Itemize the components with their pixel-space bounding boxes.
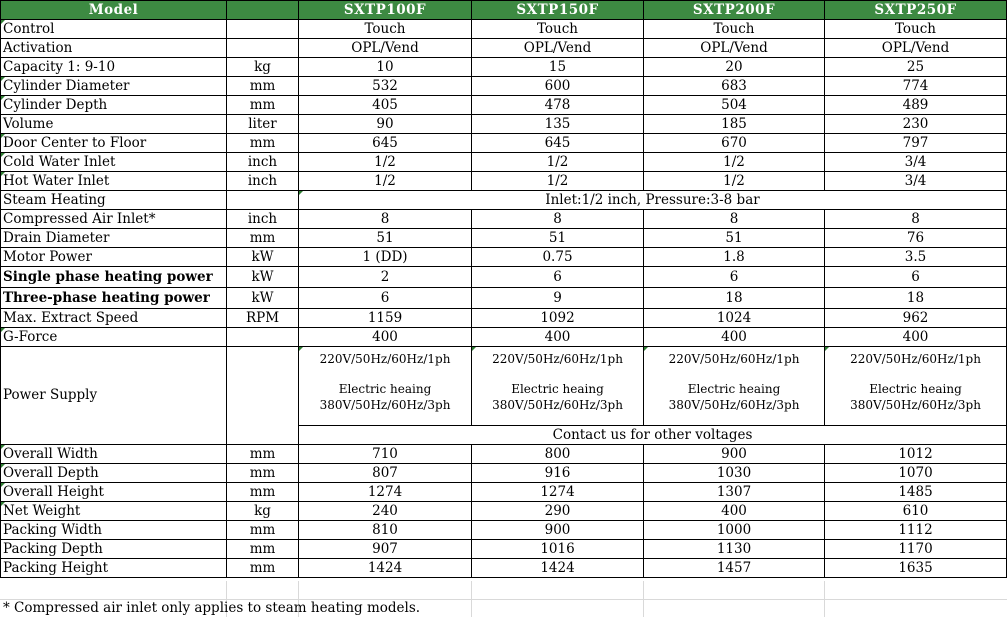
power-supply-cell — [472, 347, 644, 426]
power-supply-line: 220V/50Hz/60Hz/1ph — [668, 352, 800, 366]
row-value: 90 — [299, 115, 472, 134]
row-unit: mm — [227, 229, 299, 248]
row-value: 1092 — [472, 309, 644, 328]
row-packing-width — [1, 521, 1007, 540]
row-value: 1424 — [472, 559, 644, 578]
row-value: 6 — [644, 267, 825, 288]
row-value: 51 — [644, 229, 825, 248]
row-power-supply — [1, 347, 1007, 426]
row-value: 1274 — [472, 483, 644, 502]
row-value: 900 — [644, 445, 825, 464]
row-value: 1130 — [644, 540, 825, 559]
row-value: OPL/Vend — [825, 39, 1007, 58]
row-label: Capacity 1: 9-10 — [1, 58, 227, 77]
row-value: 400 — [299, 328, 472, 347]
row-unit: inch — [227, 210, 299, 229]
row-unit — [227, 328, 299, 347]
row-value: 6 — [472, 267, 644, 288]
row-value: 2 — [299, 267, 472, 288]
power-supply-line: 220V/50Hz/60Hz/1ph — [850, 352, 981, 366]
power-supply-line: Electric heaing — [869, 382, 962, 396]
row-label: Control — [1, 20, 227, 39]
row-value: 645 — [472, 134, 644, 153]
row-value: 8 — [299, 210, 472, 229]
row-value: 51 — [472, 229, 644, 248]
row-label: Motor Power — [1, 248, 227, 267]
power-supply-line: 220V/50Hz/60Hz/1ph — [492, 352, 623, 366]
row-unit: kg — [227, 58, 299, 77]
row-value: 230 — [825, 115, 1007, 134]
row-value: 25 — [825, 58, 1007, 77]
row-unit: kW — [227, 248, 299, 267]
row-value: 135 — [472, 115, 644, 134]
row-value: 807 — [299, 464, 472, 483]
row-value: 1024 — [644, 309, 825, 328]
row-value: 6 — [825, 267, 1007, 288]
row-value: OPL/Vend — [299, 39, 472, 58]
row-unit: mm — [227, 540, 299, 559]
row-label: Packing Width — [1, 521, 227, 540]
row-value: 1170 — [825, 540, 1007, 559]
power-supply-line: 380V/50Hz/60Hz/3ph — [492, 398, 623, 412]
row-value: 1012 — [825, 445, 1007, 464]
row-label: Drain Diameter — [1, 229, 227, 248]
row-packing-depth — [1, 540, 1007, 559]
row-packing-height — [1, 559, 1007, 578]
row-unit: mm — [227, 559, 299, 578]
row-unit: inch — [227, 172, 299, 191]
row-label: Three-phase heating power — [1, 288, 227, 309]
row-value: 600 — [472, 77, 644, 96]
row-unit: mm — [227, 134, 299, 153]
row-value: 907 — [299, 540, 472, 559]
row-value: 504 — [644, 96, 825, 115]
row-value: 900 — [472, 521, 644, 540]
row-unit: mm — [227, 483, 299, 502]
row-unit — [227, 191, 299, 210]
row-value: 489 — [825, 96, 1007, 115]
row-value: 710 — [299, 445, 472, 464]
row-value: 774 — [825, 77, 1007, 96]
row-value: 1030 — [644, 464, 825, 483]
row-value: 1.8 — [644, 248, 825, 267]
row-value: 185 — [644, 115, 825, 134]
row-value: 290 — [472, 502, 644, 521]
row-value: 15 — [472, 58, 644, 77]
row-value: 810 — [299, 521, 472, 540]
row-unit — [227, 39, 299, 58]
row-overall-height — [1, 483, 1007, 502]
row-value: 400 — [644, 502, 825, 521]
row-value: 18 — [825, 288, 1007, 309]
row-value: 1/2 — [644, 153, 825, 172]
row-overall-depth — [1, 464, 1007, 483]
row-value: 3/4 — [825, 172, 1007, 191]
row-g-force — [1, 328, 1007, 347]
row-label: G-Force — [1, 328, 227, 347]
row-unit: kW — [227, 288, 299, 309]
header-unit — [227, 1, 299, 20]
row-value: Touch — [472, 20, 644, 39]
row-value: 532 — [299, 77, 472, 96]
row-max-extract-speed — [1, 309, 1007, 328]
row-compressed-air-inlet — [1, 210, 1007, 229]
row-label: Cylinder Depth — [1, 96, 227, 115]
row-value: 1000 — [644, 521, 825, 540]
row-value: 1159 — [299, 309, 472, 328]
row-value: 10 — [299, 58, 472, 77]
row-single-phase-heating — [1, 267, 1007, 288]
row-value: 1112 — [825, 521, 1007, 540]
row-label: Overall Height — [1, 483, 227, 502]
row-unit: mm — [227, 464, 299, 483]
row-capacity — [1, 58, 1007, 77]
row-label: Single phase heating power — [1, 267, 227, 288]
row-value: 797 — [825, 134, 1007, 153]
row-value: 8 — [644, 210, 825, 229]
row-value: 1274 — [299, 483, 472, 502]
row-motor-power — [1, 248, 1007, 267]
header-row — [1, 1, 1007, 20]
row-drain-diameter — [1, 229, 1007, 248]
power-supply-line: Electric heaing — [687, 382, 781, 396]
row-label: Door Center to Floor — [1, 134, 227, 153]
power-supply-line: Electric heaing — [511, 382, 604, 396]
row-value: 1070 — [825, 464, 1007, 483]
row-label: Cold Water Inlet — [1, 153, 227, 172]
row-value: 1/2 — [299, 153, 472, 172]
row-value: 1016 — [472, 540, 644, 559]
row-value: 1424 — [299, 559, 472, 578]
power-supply-line: 220V/50Hz/60Hz/1ph — [319, 352, 451, 366]
row-value: 962 — [825, 309, 1007, 328]
row-unit: RPM — [227, 309, 299, 328]
row-unit: inch — [227, 153, 299, 172]
row-value: OPL/Vend — [472, 39, 644, 58]
row-label: Hot Water Inlet — [1, 172, 227, 191]
row-unit: liter — [227, 115, 299, 134]
row-unit: kg — [227, 502, 299, 521]
header-model: SXTP250F — [825, 1, 1007, 20]
row-control — [1, 20, 1007, 39]
sheet-gridline — [471, 581, 472, 617]
row-label: Volume — [1, 115, 227, 134]
row-value: 400 — [472, 328, 644, 347]
row-label: Overall Depth — [1, 464, 227, 483]
row-value: 18 — [644, 288, 825, 309]
row-label: Packing Depth — [1, 540, 227, 559]
row-three-phase-heating — [1, 288, 1007, 309]
row-net-weight — [1, 502, 1007, 521]
row-label: Cylinder Diameter — [1, 77, 227, 96]
row-label: Max. Extract Speed — [1, 309, 227, 328]
row-overall-width — [1, 445, 1007, 464]
footnote: * Compressed air inlet only applies to steam heating models. — [3, 600, 421, 616]
header-model-label: Model — [1, 1, 227, 20]
row-value: 1485 — [825, 483, 1007, 502]
power-supply-line: 380V/50Hz/60Hz/3ph — [319, 398, 451, 412]
row-unit: kW — [227, 267, 299, 288]
row-label: Packing Height — [1, 559, 227, 578]
row-value: 916 — [472, 464, 644, 483]
row-unit: mm — [227, 96, 299, 115]
row-value: 478 — [472, 96, 644, 115]
row-value: 51 — [299, 229, 472, 248]
row-value: 400 — [825, 328, 1007, 347]
row-value: 8 — [825, 210, 1007, 229]
merged-value: Inlet:1/2 inch, Pressure:3-8 bar — [299, 191, 1007, 210]
row-value: 8 — [472, 210, 644, 229]
row-value: 240 — [299, 502, 472, 521]
row-value: 3/4 — [825, 153, 1007, 172]
row-volume — [1, 115, 1007, 134]
row-label: Compressed Air Inlet* — [1, 210, 227, 229]
row-value: 0.75 — [472, 248, 644, 267]
row-value: 9 — [472, 288, 644, 309]
power-supply-cell — [644, 347, 825, 426]
row-value: 6 — [299, 288, 472, 309]
row-hot-water-inlet — [1, 172, 1007, 191]
row-value: 670 — [644, 134, 825, 153]
row-label: Overall Width — [1, 445, 227, 464]
row-unit — [227, 20, 299, 39]
row-cold-water-inlet — [1, 153, 1007, 172]
row-value: 645 — [299, 134, 472, 153]
row-value: 610 — [825, 502, 1007, 521]
row-value: 76 — [825, 229, 1007, 248]
sheet-gridline — [824, 581, 825, 617]
row-value: Touch — [644, 20, 825, 39]
row-steam-heating — [1, 191, 1007, 210]
row-value: 405 — [299, 96, 472, 115]
row-value: Touch — [299, 20, 472, 39]
power-supply-line: Electric heaing — [338, 382, 432, 396]
row-value: 1/2 — [472, 172, 644, 191]
header-model: SXTP100F — [299, 1, 472, 20]
row-value: 400 — [644, 328, 825, 347]
row-value: 683 — [644, 77, 825, 96]
row-value: 800 — [472, 445, 644, 464]
row-value: 1/2 — [472, 153, 644, 172]
row-value: 1 (DD) — [299, 248, 472, 267]
power-supply-cell — [825, 347, 1007, 426]
row-cylinder-depth — [1, 96, 1007, 115]
row-value: 20 — [644, 58, 825, 77]
power-supply-line: 380V/50Hz/60Hz/3ph — [668, 398, 800, 412]
row-door-center — [1, 134, 1007, 153]
row-label: Activation — [1, 39, 227, 58]
row-label: Steam Heating — [1, 191, 227, 210]
row-unit: mm — [227, 77, 299, 96]
row-unit: mm — [227, 521, 299, 540]
row-value: OPL/Vend — [644, 39, 825, 58]
row-unit: mm — [227, 445, 299, 464]
row-value: 1635 — [825, 559, 1007, 578]
row-value: 1307 — [644, 483, 825, 502]
row-value: 1/2 — [644, 172, 825, 191]
header-model: SXTP150F — [472, 1, 644, 20]
row-cylinder-diameter — [1, 77, 1007, 96]
row-value: 1/2 — [299, 172, 472, 191]
power-supply-cell — [299, 347, 472, 426]
power-supply-line: 380V/50Hz/60Hz/3ph — [850, 398, 981, 412]
row-label: Net Weight — [1, 502, 227, 521]
row-value: Touch — [825, 20, 1007, 39]
row-label: Power Supply — [1, 347, 227, 445]
row-activation — [1, 39, 1007, 58]
sheet-gridline — [643, 581, 644, 617]
row-value: 3.5 — [825, 248, 1007, 267]
row-unit — [227, 347, 299, 445]
merged-value: Contact us for other voltages — [299, 426, 1007, 445]
header-model: SXTP200F — [644, 1, 825, 20]
row-value: 1457 — [644, 559, 825, 578]
